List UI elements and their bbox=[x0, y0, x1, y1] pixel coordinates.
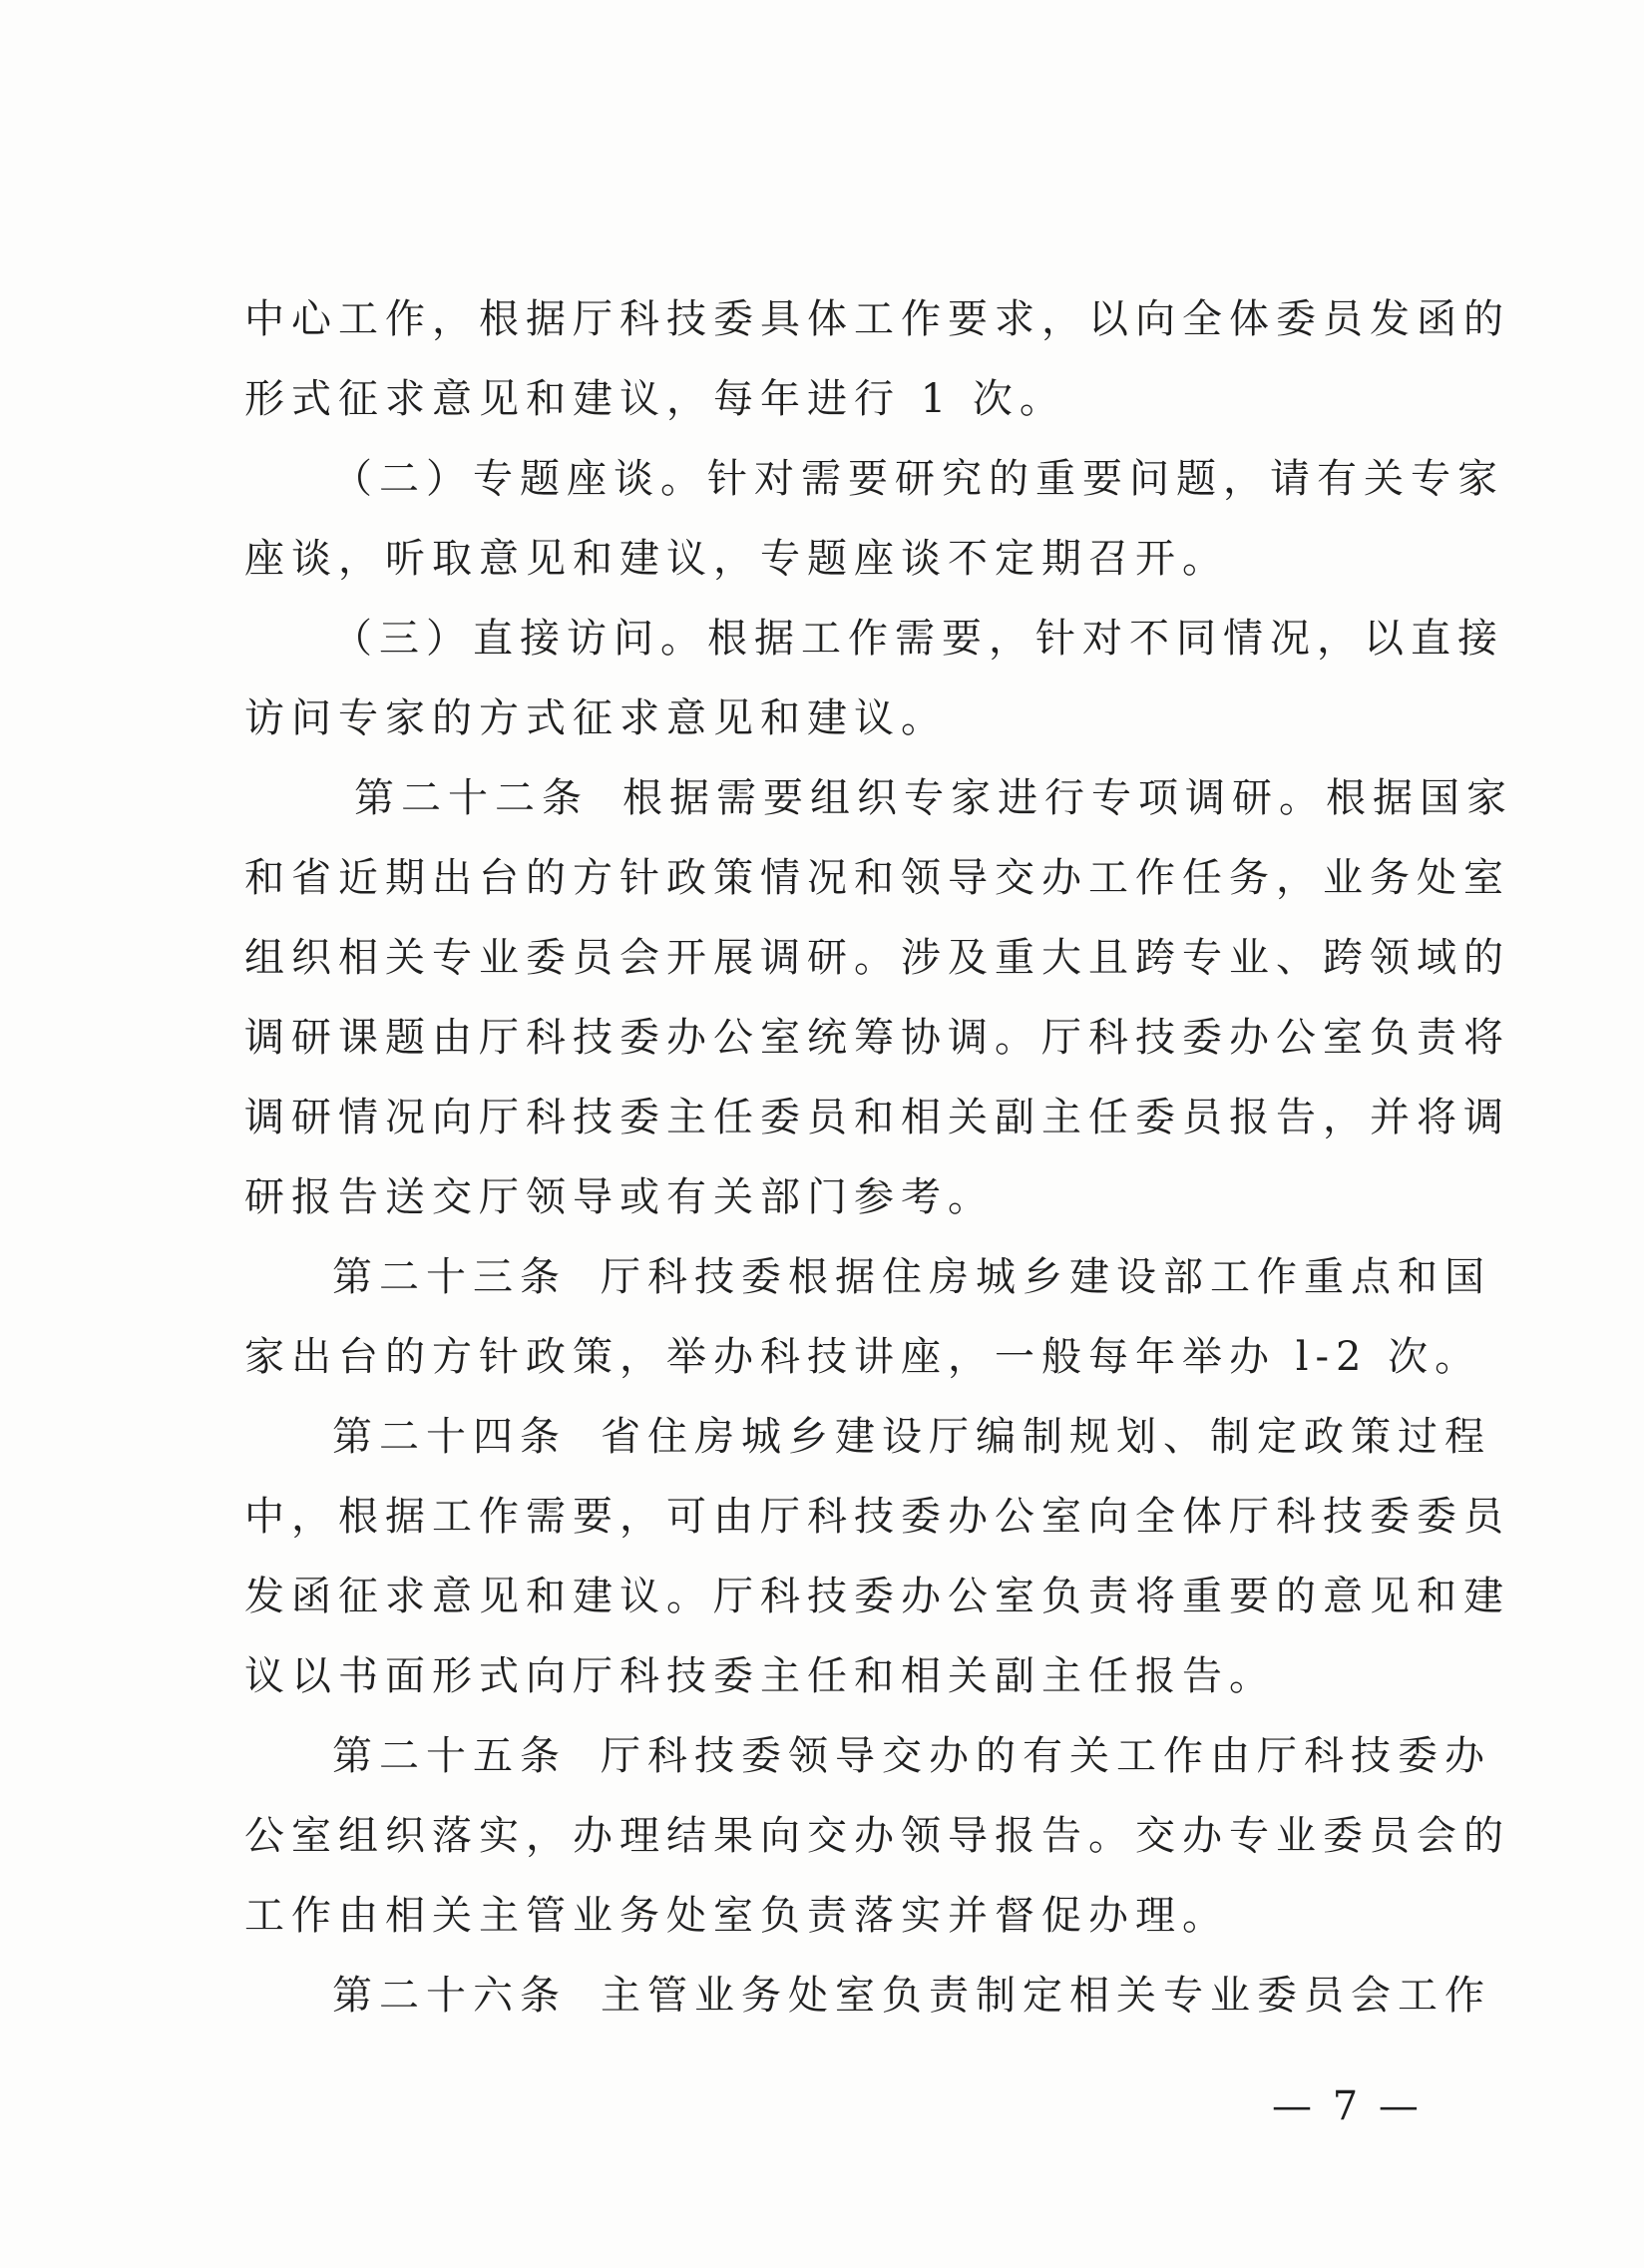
article-23-first-line bbox=[244, 1237, 1491, 1317]
article-26-first-line bbox=[244, 1956, 1491, 2036]
article-24-first-line bbox=[244, 1397, 1491, 1477]
paragraph-line: 访问专家的方式征求意见和建议。 bbox=[244, 695, 948, 741]
article-text: 厅科技委根据住房城乡建设部工作重点和国 bbox=[601, 1254, 1491, 1300]
article-label: 第二十四条 bbox=[332, 1414, 567, 1460]
paragraph-line: 工作由相关主管业务处室负责落实并督促办理。 bbox=[244, 1893, 1229, 1939]
paragraph-line: 组织相关专业委员会开展调研。涉及重大且跨专业、跨领域的 bbox=[244, 935, 1510, 981]
article-25-first-line bbox=[244, 1716, 1491, 1796]
article-text: 根据需要组织专家进行专项调研。根据国家 bbox=[622, 775, 1513, 821]
article-22-first-line bbox=[244, 758, 1513, 838]
paragraph-line: 议以书面形式向厅科技委主任和相关副主任报告。 bbox=[244, 1653, 1276, 1699]
article-label: 第二十五条 bbox=[332, 1733, 567, 1779]
paragraph-line: 和省近期出台的方针政策情况和领导交办工作任务，业务处室 bbox=[244, 855, 1510, 901]
paragraph-line: 发函征求意见和建议。厅科技委办公室负责将重要的意见和建 bbox=[244, 1574, 1510, 1619]
body-text bbox=[244, 279, 1513, 2036]
paragraph-line: 调研课题由厅科技委办公室统筹协调。厅科技委办公室负责将 bbox=[244, 1015, 1510, 1061]
paragraph-line: 家出台的方针政策，举办科技讲座，一般每年举办 l-2 次。 bbox=[244, 1334, 1482, 1380]
paragraph-line: 座谈，听取意见和建议，专题座谈不定期召开。 bbox=[244, 536, 1229, 582]
article-label: 第二十六条 bbox=[332, 1973, 567, 2019]
paragraph-line: 中，根据工作需要，可由厅科技委办公室向全体厅科技委委员 bbox=[244, 1494, 1510, 1540]
paragraph-line: 公室组织落实，办理结果向交办领导报告。交办专业委员会的 bbox=[244, 1813, 1510, 1859]
paragraph-line: 中心工作，根据厅科技委具体工作要求，以向全体委员发函的 bbox=[244, 296, 1510, 342]
article-text: 省住房城乡建设厅编制规划、制定政策过程 bbox=[601, 1414, 1491, 1460]
article-label: 第二十二条 bbox=[354, 775, 589, 821]
article-label: 第二十三条 bbox=[332, 1254, 567, 1300]
article-text: 厅科技委领导交办的有关工作由厅科技委办 bbox=[601, 1733, 1491, 1779]
page-number: — 7 — bbox=[1272, 2083, 1423, 2129]
paragraph-line: （二）专题座谈。针对需要研究的重要问题，请有关专家 bbox=[332, 456, 1504, 502]
paragraph-line: 形式征求意见和建议，每年进行 1 次。 bbox=[244, 376, 1066, 422]
article-text: 主管业务处室负责制定相关专业委员会工作 bbox=[601, 1973, 1491, 2019]
paragraph-line: 研报告送交厅领导或有关部门参考。 bbox=[244, 1174, 995, 1220]
paragraph-line: 调研情况向厅科技委主任委员和相关副主任委员报告，并将调 bbox=[244, 1095, 1510, 1140]
paragraph-line: （三）直接访问。根据工作需要，针对不同情况，以直接 bbox=[332, 616, 1504, 662]
